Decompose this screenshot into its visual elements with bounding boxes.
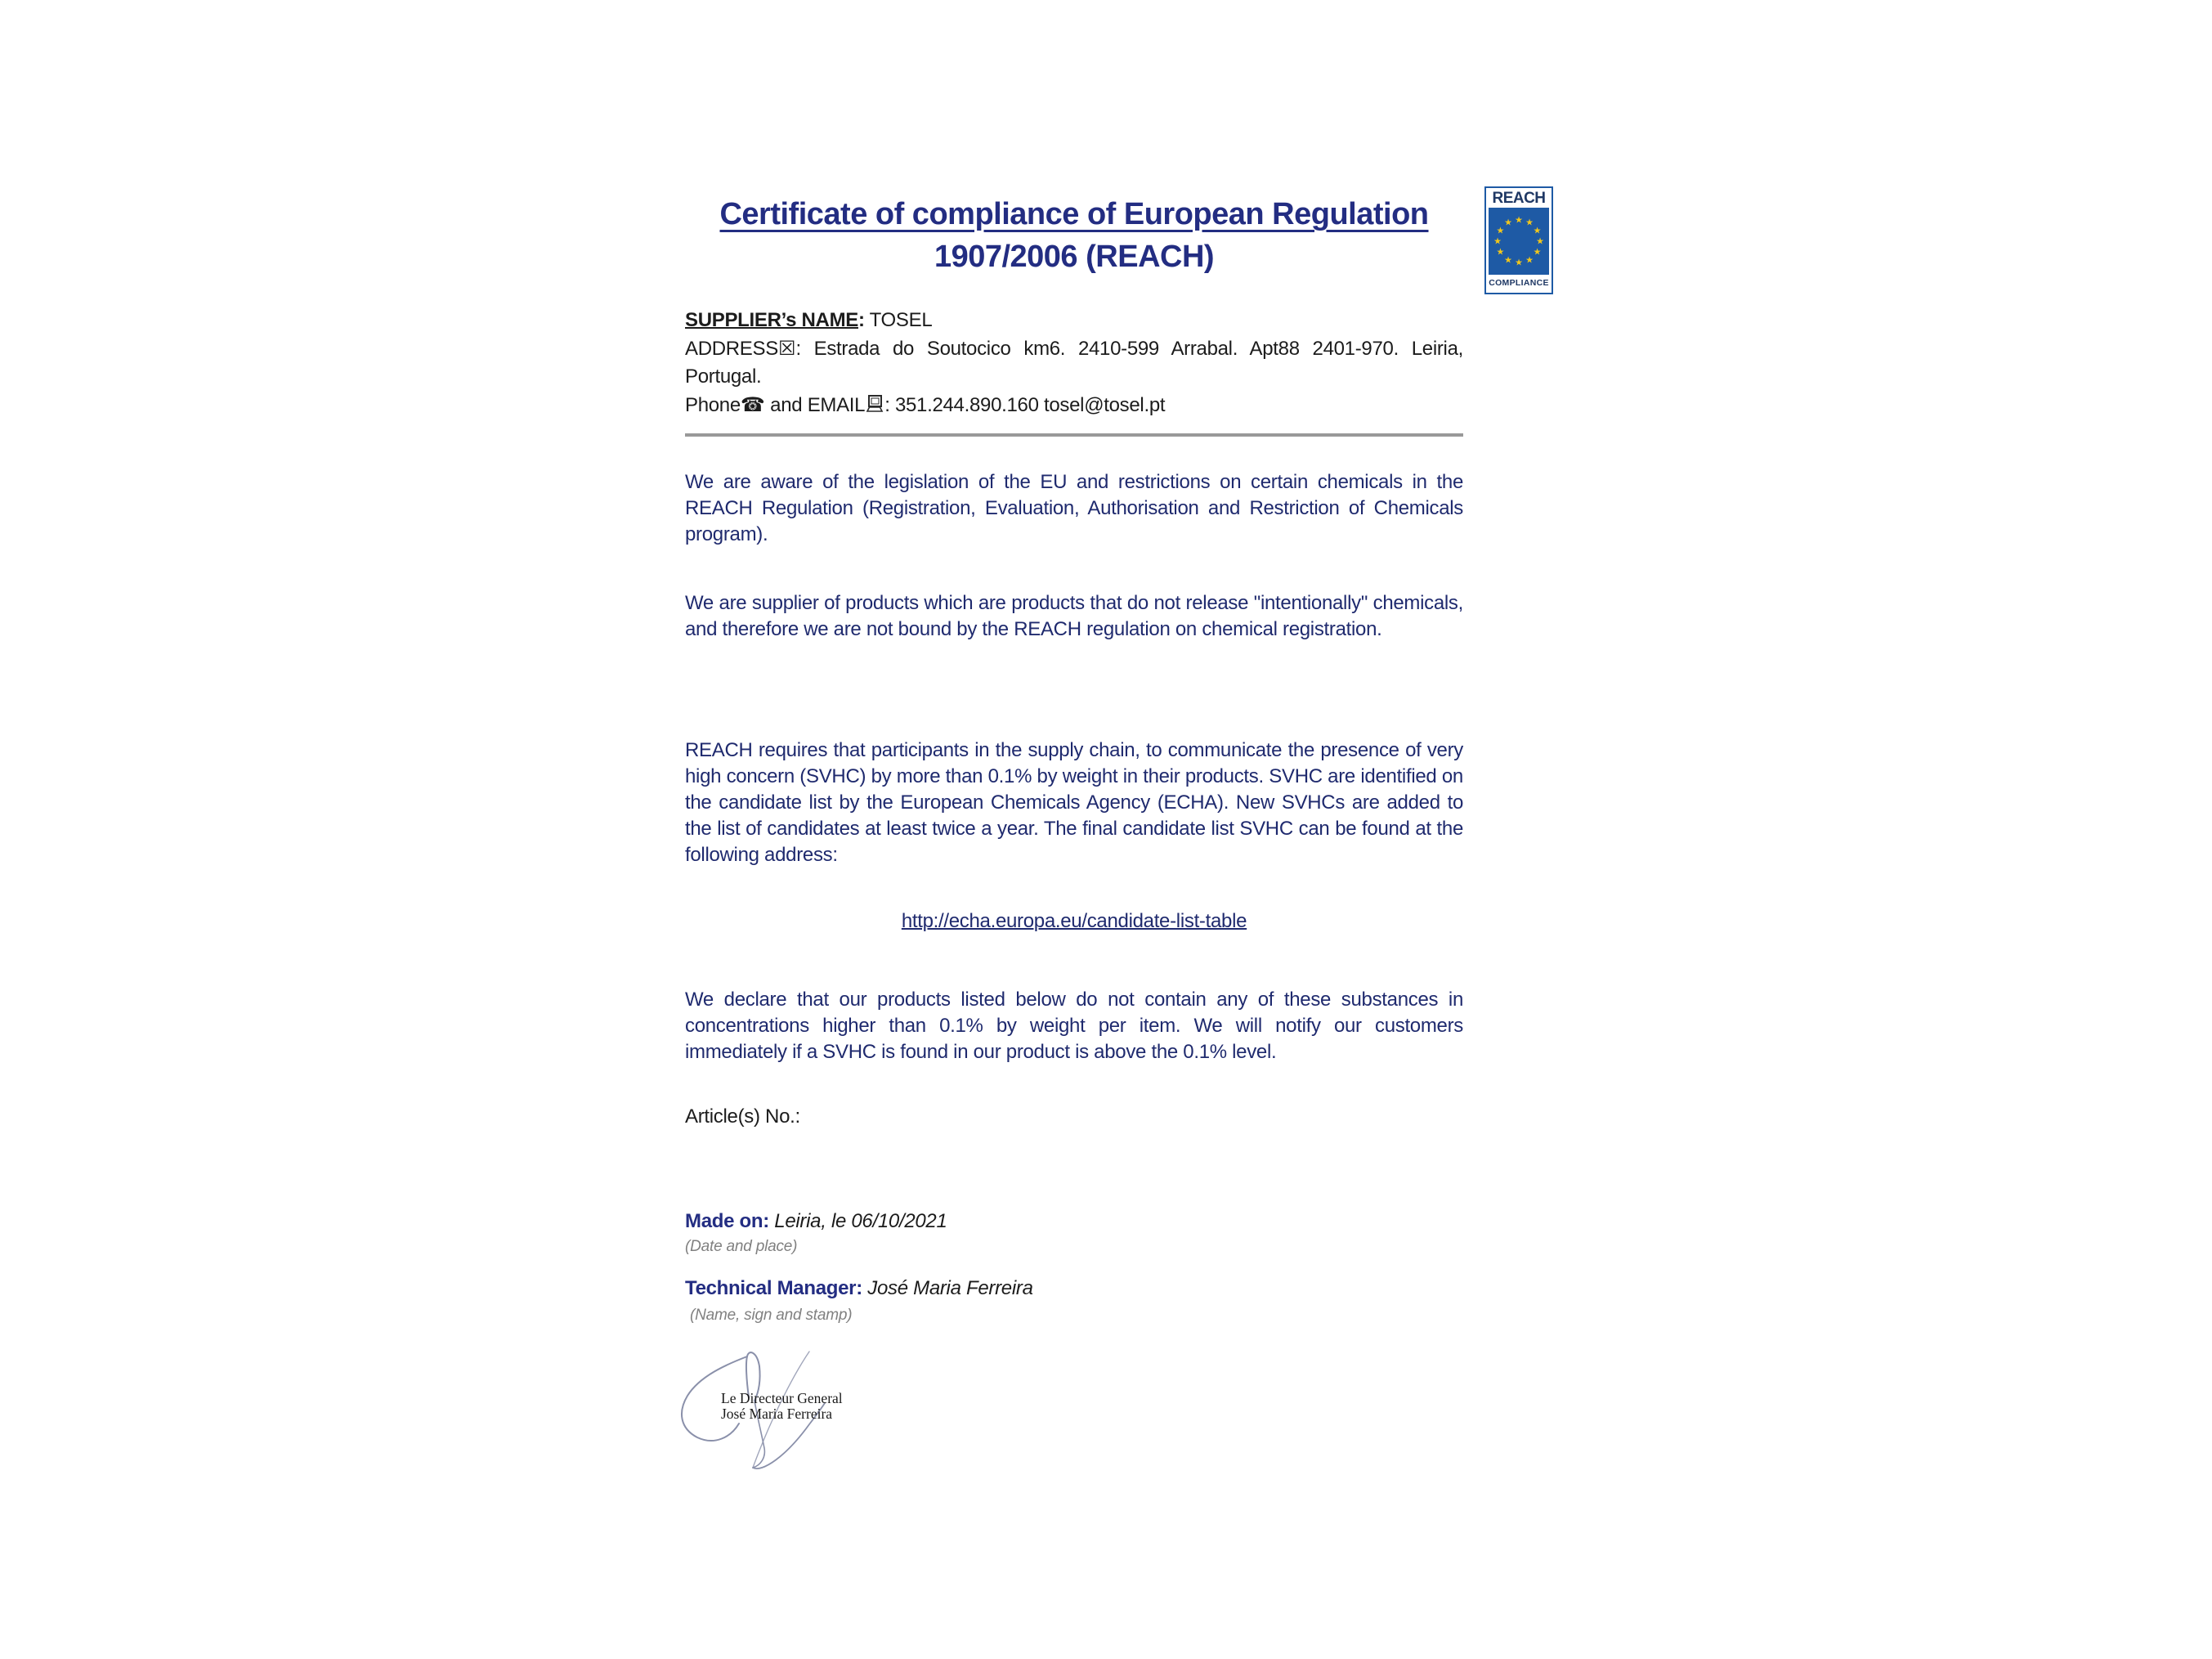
- supplier-block: [685, 307, 1463, 422]
- signature-name-block: [721, 1391, 843, 1422]
- articles-no-label: Article(s) No.:: [685, 1105, 800, 1128]
- separator-rule: [685, 433, 1463, 437]
- technical-manager-value: José Maria Ferreira: [862, 1277, 1033, 1299]
- made-on-line: [685, 1210, 1463, 1233]
- computer-icon: [866, 394, 884, 422]
- signature-area: [678, 1345, 850, 1480]
- paragraph-aware: We are aware of the legislation of the EU and restrictions on certain chemicals in the REACH Regulation (Registration, Evaluation, Authorisation and Restriction of Chemicals program).: [685, 471, 1463, 545]
- made-on-label: Made on:: [685, 1210, 769, 1232]
- phone-email-value: : 351.244.890.160 tosel@tosel.pt: [884, 394, 1166, 416]
- paragraph-declare: We declare that our products listed below do not contain any of these substances in concentrations higher than 0.1% by weight per item. We will notify our customers immediately if a SVHC is found in our product is above the 0.1% level.: [685, 989, 1463, 1063]
- supplier-address-line: [685, 334, 1463, 391]
- date-place-hint: (Date and place): [685, 1238, 798, 1255]
- address-label: ADDRESS: [685, 338, 778, 360]
- link-line: [685, 910, 1463, 933]
- eu-star-icon: ★: [1515, 257, 1523, 268]
- eu-star-icon: ★: [1525, 217, 1534, 228]
- eu-star-icon: ★: [1496, 225, 1505, 236]
- name-sign-stamp-hint: (Name, sign and stamp): [690, 1307, 853, 1324]
- candidate-list-link[interactable]: http://echa.europa.eu/candidate-list-table: [901, 910, 1247, 932]
- page-title-line2: 1907/2006 (REACH): [934, 240, 1215, 274]
- signature-title-text: Le Directeur General: [721, 1390, 843, 1406]
- supplier-name-label: SUPPLIER’s NAME: [685, 309, 858, 331]
- page-title-line1: Certificate of compliance of European Regulation: [719, 197, 1429, 231]
- envelope-icon: ☒: [777, 337, 796, 360]
- eu-star-icon: ★: [1493, 235, 1502, 247]
- document-content: [685, 0, 1463, 1659]
- address-value: : Estrada do Soutocico km6. 2410-599 Arrabal. Apt88 2401-970. Leiria, Portugal.: [685, 338, 1463, 388]
- eu-star-icon: ★: [1515, 214, 1523, 226]
- paragraph-supplier: We are supplier of products which are products that do not release "intentionally" chemicals, and therefore we are not bound by the REACH regulation on chemical registration.: [685, 592, 1463, 640]
- eu-star-icon: ★: [1504, 254, 1512, 266]
- made-on-value: Leiria, le 06/10/2021: [768, 1210, 947, 1232]
- eu-star-icon: ★: [1525, 254, 1534, 266]
- supplier-name-value: TOSEL: [864, 309, 933, 331]
- eu-star-icon: ★: [1533, 246, 1542, 258]
- reach-compliance-logo: [1484, 186, 1553, 294]
- eu-star-icon: ★: [1533, 225, 1542, 236]
- supplier-phone-line: [685, 391, 1463, 422]
- supplier-name-colon: :: [857, 309, 865, 331]
- email-label: and EMAIL: [764, 394, 866, 416]
- eu-star-icon: ★: [1504, 217, 1512, 228]
- signature-person-text: José Maria Ferreira: [721, 1406, 833, 1422]
- eu-star-icon: ★: [1536, 235, 1544, 247]
- reach-logo-compliance-text: COMPLIANCE: [1489, 278, 1549, 288]
- phone-label: Phone: [685, 394, 741, 416]
- telephone-icon: ☎: [740, 393, 765, 416]
- page-title: [685, 193, 1463, 278]
- supplier-name-line: [685, 307, 1463, 334]
- technical-manager-label: Technical Manager:: [685, 1277, 862, 1299]
- reach-logo-title: REACH: [1492, 190, 1546, 207]
- eu-flag: [1489, 208, 1549, 275]
- paragraph-reach-requires: REACH requires that participants in the supply chain, to communicate the presence of very high concern (SVHC) by more than 0.1% by weight in their products. SVHC are identified on the candidate list by the European Chemicals Agency (ECHA). New SVHCs are added to the list of candidates at least twice a year. The final candidate list SVHC can be found at the following address:: [685, 739, 1463, 866]
- technical-manager-line: [685, 1277, 1463, 1300]
- eu-star-icon: ★: [1496, 246, 1505, 258]
